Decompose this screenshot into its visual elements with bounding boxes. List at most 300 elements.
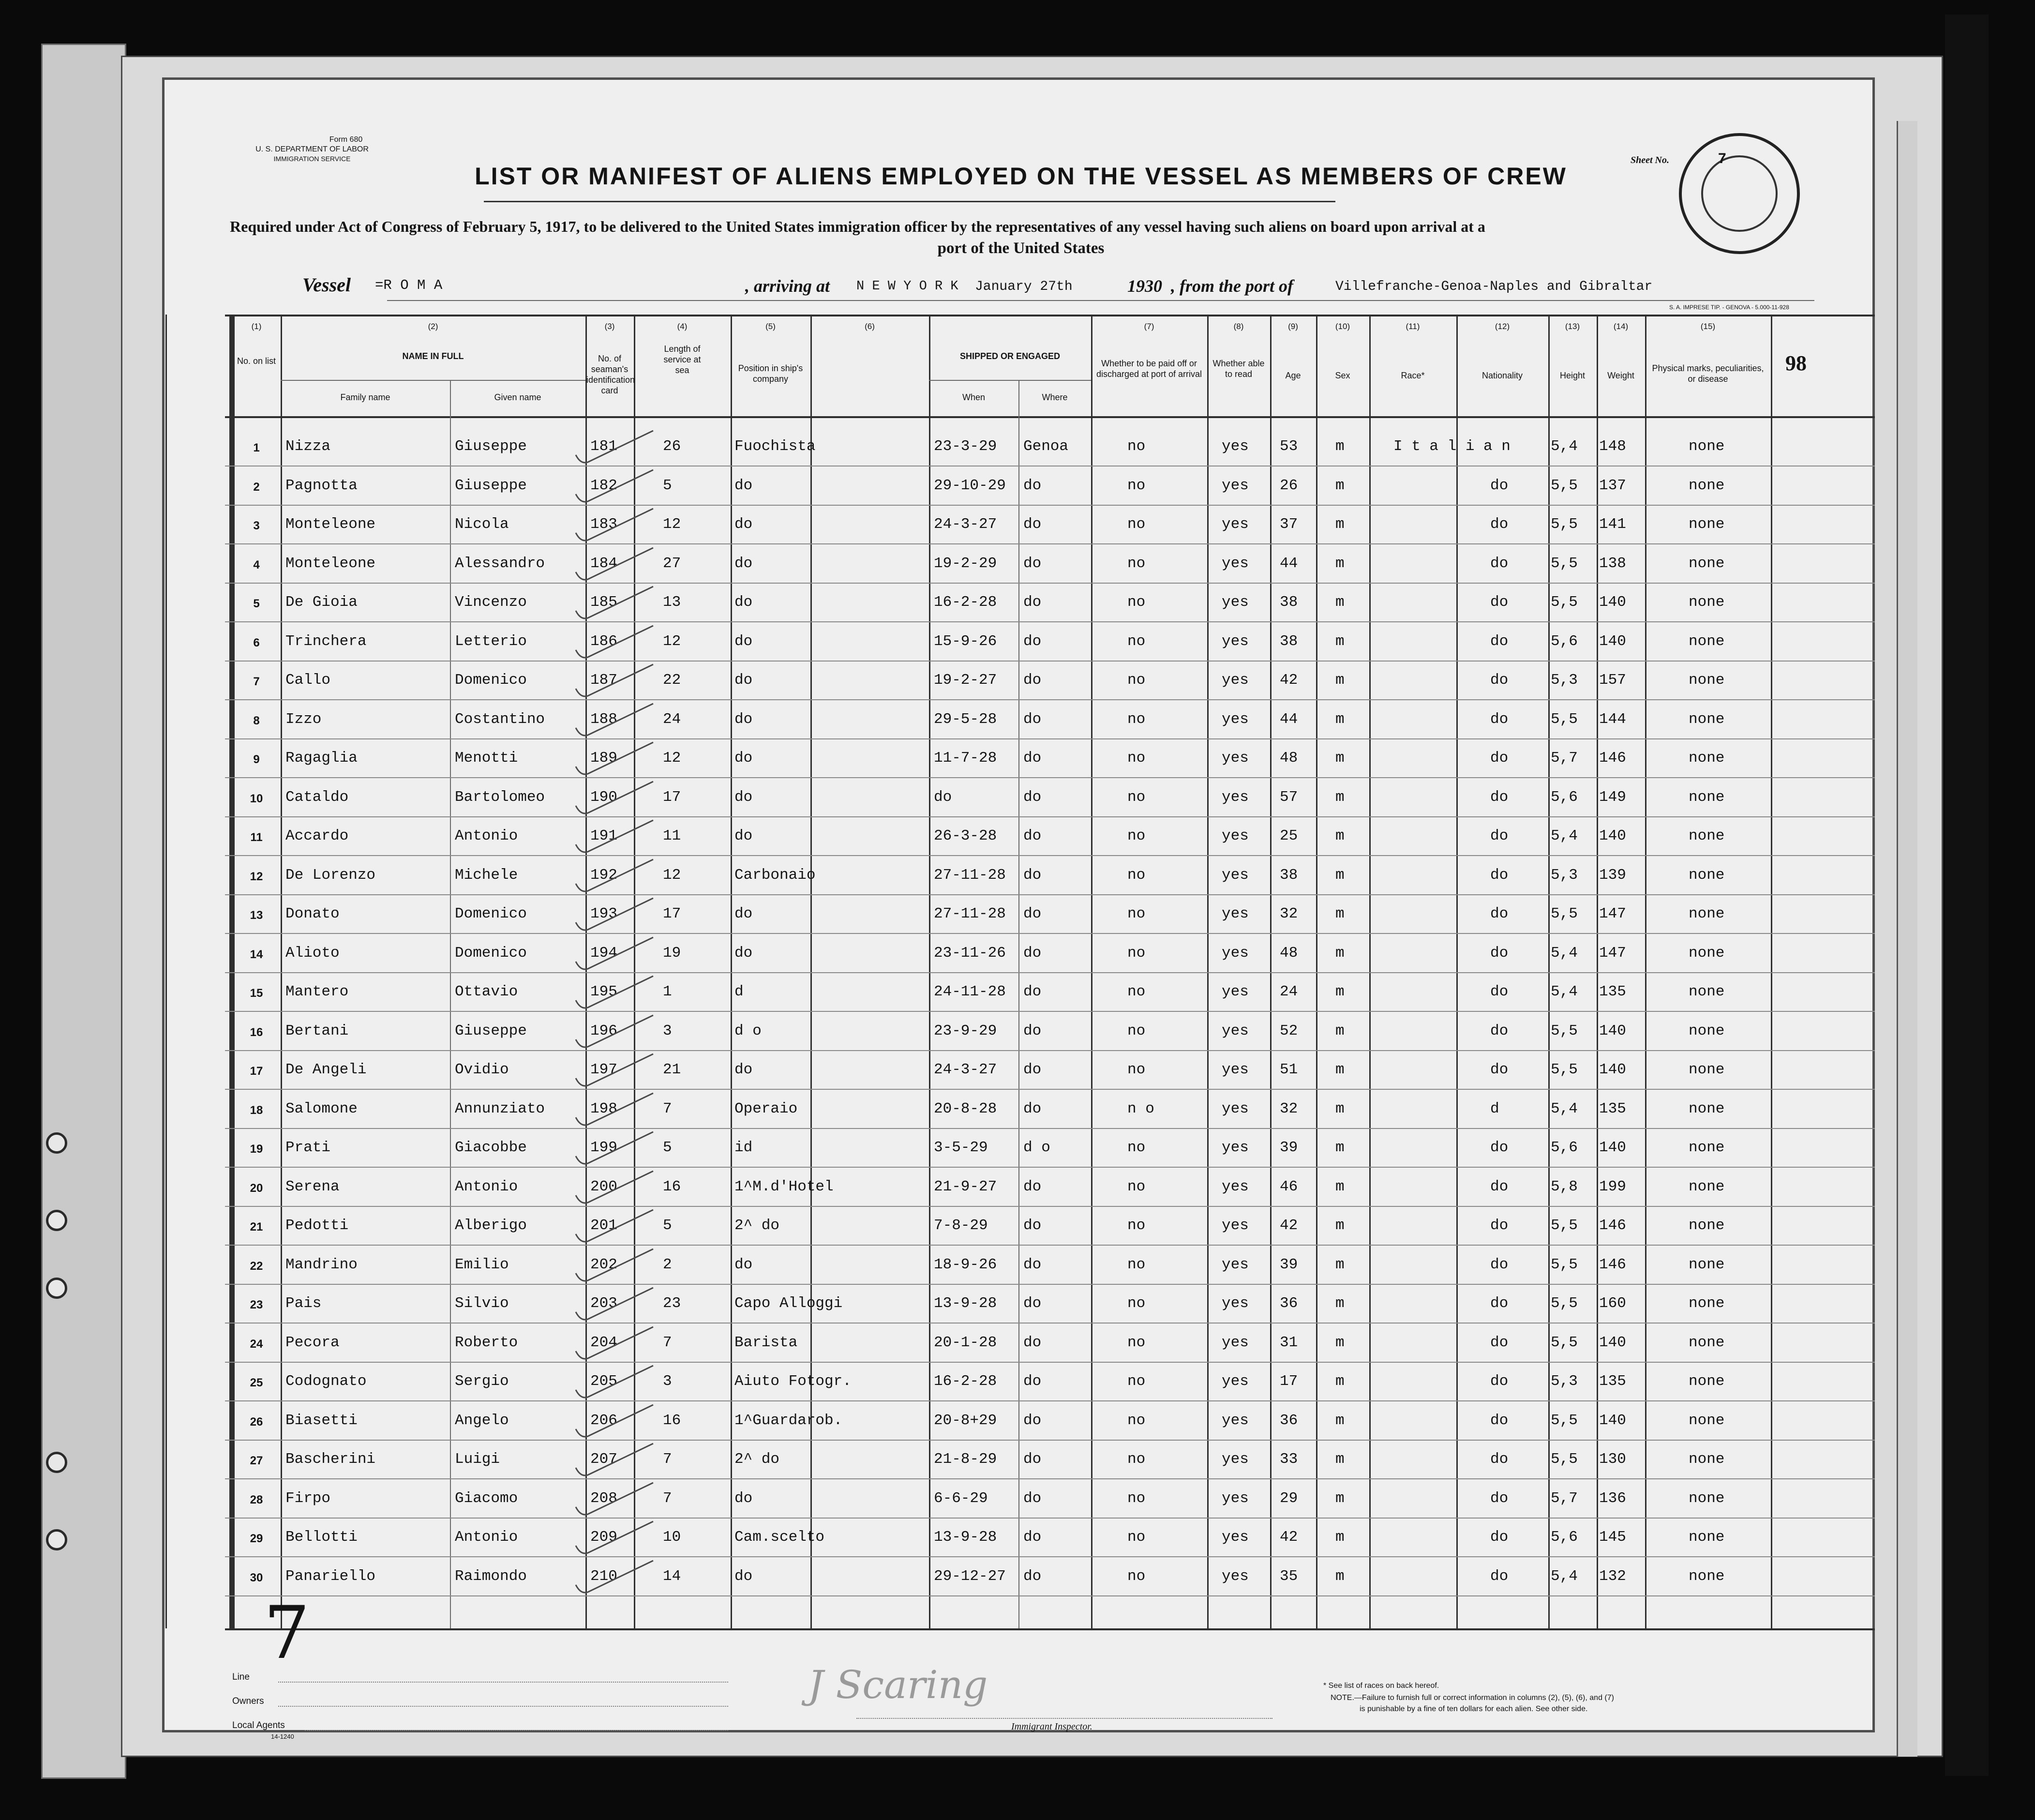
weight-cell: 135: [1599, 983, 1626, 1000]
shipped-where-cell: do: [1023, 632, 1042, 650]
given-name-cell: Antonio: [455, 827, 518, 844]
age-cell: 29: [1280, 1489, 1298, 1507]
given-name-cell: Domenico: [455, 672, 527, 689]
height-cell: 5,4: [1551, 944, 1578, 962]
weight-cell: 146: [1599, 1256, 1626, 1273]
col1-label: No. on list: [237, 356, 276, 366]
sex-cell: m: [1335, 477, 1345, 494]
service-name: IMMIGRATION SERVICE: [273, 155, 351, 163]
paid-off-cell: no: [1127, 1451, 1146, 1468]
col10-label: Sex: [1335, 371, 1350, 380]
weight-cell: 145: [1599, 1529, 1626, 1546]
position-cell: do: [734, 1061, 753, 1078]
shipped-when-cell: 19-2-29: [934, 555, 997, 572]
penalty-note: NOTE.—Failure to furnish full or correct information in columns (2), (5), (6), and (7): [1331, 1694, 1614, 1702]
id-card-cell: 190: [590, 788, 617, 806]
arriving-label: , arriving at: [745, 276, 830, 296]
weight-cell: 130: [1599, 1451, 1626, 1468]
col-divider: [1316, 315, 1317, 1628]
check-mark-icon: [571, 896, 658, 939]
row-rule: [225, 894, 1875, 895]
family-name-cell: De Lorenzo: [285, 866, 376, 884]
age-cell: 32: [1280, 905, 1298, 922]
col7-num: (7): [1144, 322, 1154, 331]
shipped-where-cell: do: [1023, 1451, 1042, 1468]
col-divider: [1091, 315, 1092, 1628]
col8-label: Whether able to read: [1212, 359, 1265, 379]
row-number: 9: [253, 753, 260, 766]
col9-num: (9): [1288, 322, 1298, 331]
weight-cell: 140: [1599, 1022, 1626, 1039]
col-divider: [1771, 315, 1772, 1628]
physical-marks-cell: none: [1689, 477, 1725, 494]
row-number: 6: [253, 636, 260, 649]
id-card-cell: 203: [590, 1295, 617, 1312]
family-name-cell: Accardo: [285, 827, 349, 844]
able-to-read-cell: yes: [1222, 1139, 1249, 1156]
row-rule: [225, 661, 1875, 662]
department: U. S. DEPARTMENT OF LABOR: [255, 145, 369, 153]
id-card-cell: 208: [590, 1489, 617, 1507]
service-length-cell: 12: [663, 866, 681, 884]
shipped-when-cell: 24-3-27: [934, 1061, 997, 1078]
physical-marks-cell: none: [1689, 1529, 1725, 1546]
id-card-cell: 206: [590, 1412, 617, 1429]
row-number: 5: [253, 597, 260, 610]
weight-cell: 140: [1599, 1139, 1626, 1156]
service-length-cell: 3: [663, 1022, 672, 1039]
paid-off-cell: no: [1127, 594, 1146, 611]
shipped-where-cell: do: [1023, 1217, 1042, 1234]
name-subheader-rule: [281, 380, 585, 381]
shipped-where-cell: do: [1023, 1178, 1042, 1195]
physical-marks-cell: none: [1689, 672, 1725, 689]
id-card-cell: 196: [590, 1022, 617, 1039]
id-card-cell: 191: [590, 827, 617, 844]
row-rule: [225, 933, 1875, 934]
age-cell: 36: [1280, 1412, 1298, 1429]
family-name-cell: Bertani: [285, 1022, 349, 1039]
able-to-read-cell: yes: [1222, 1217, 1249, 1234]
id-card-cell: 204: [590, 1334, 617, 1351]
service-length-cell: 7: [663, 1100, 672, 1117]
height-cell: 5,6: [1551, 788, 1578, 806]
check-mark-icon: [571, 1247, 658, 1290]
age-cell: 37: [1280, 516, 1298, 533]
position-cell: Capo Alloggi: [734, 1295, 843, 1312]
row-number: 19: [250, 1143, 263, 1156]
shipped-where-cell: do: [1023, 1256, 1042, 1273]
service-length-cell: 23: [663, 1295, 681, 1312]
shipped-when-cell: 16-2-28: [934, 594, 997, 611]
table-bottom-border: [225, 1628, 1875, 1630]
weight-cell: 199: [1599, 1178, 1626, 1195]
printer-mark: S. A. IMPRESE TIP. - GENOVA - 5.000-11-928: [1669, 304, 1789, 311]
able-to-read-cell: yes: [1222, 477, 1249, 494]
family-name-cell: Biasetti: [285, 1412, 358, 1429]
service-length-cell: 1: [663, 983, 672, 1000]
age-cell: 46: [1280, 1178, 1298, 1195]
age-cell: 39: [1280, 1256, 1298, 1273]
age-cell: 35: [1280, 1567, 1298, 1585]
id-card-cell: 199: [590, 1139, 617, 1156]
row-rule: [225, 972, 1875, 973]
col11-label: Race*: [1401, 371, 1425, 380]
family-name-cell: Firpo: [285, 1489, 331, 1507]
id-card-cell: 188: [590, 710, 617, 728]
col-subdivider: [450, 380, 451, 1628]
shipped-where-cell: do: [1023, 866, 1042, 884]
nationality-cell: do: [1490, 1295, 1509, 1312]
age-cell: 32: [1280, 1100, 1298, 1117]
shipped-when-cell: 29-5-28: [934, 710, 997, 728]
position-cell: do: [734, 594, 753, 611]
shipped-subheader-rule: [929, 380, 1091, 381]
family-name-cell: Pais: [285, 1295, 322, 1312]
height-cell: 5,3: [1551, 672, 1578, 689]
shipped-when-cell: 29-10-29: [934, 477, 1006, 494]
age-cell: 31: [1280, 1334, 1298, 1351]
family-name-cell: Monteleone: [285, 516, 376, 533]
shipped-when-cell: 24-3-27: [934, 516, 997, 533]
row-number: 11: [250, 831, 263, 844]
col11-num: (11): [1406, 322, 1420, 331]
col12-label: Nationality: [1481, 371, 1523, 380]
row-rule: [225, 777, 1875, 778]
id-card-cell: 186: [590, 632, 617, 650]
paid-off-cell: no: [1127, 632, 1146, 650]
family-name-cell: Bascherini: [285, 1451, 376, 1468]
weight-cell: 149: [1599, 788, 1626, 806]
row-number: 8: [253, 714, 260, 727]
physical-marks-cell: none: [1689, 438, 1725, 455]
given-name-cell: Angelo: [455, 1412, 509, 1429]
form-number: Form 680: [329, 135, 363, 144]
given-name-cell: Menotti: [455, 750, 518, 767]
position-cell: id: [734, 1139, 753, 1156]
row-rule: [225, 855, 1875, 856]
row-number: 25: [250, 1376, 263, 1389]
nationality-cell: do: [1490, 1567, 1509, 1585]
shipped-when-cell: 3-5-29: [934, 1139, 988, 1156]
row-number: 29: [250, 1532, 263, 1545]
given-name-cell: Michele: [455, 866, 518, 884]
given-name-cell: Giacobbe: [455, 1139, 527, 1156]
row-number: 20: [250, 1181, 263, 1195]
position-cell: do: [734, 944, 753, 962]
weight-cell: 141: [1599, 516, 1626, 533]
nationality-cell: do: [1490, 1061, 1509, 1078]
col-divider: [810, 315, 812, 1628]
col4-num: (4): [677, 322, 688, 331]
height-cell: 5,5: [1551, 1295, 1578, 1312]
shipped-when-cell: 29-12-27: [934, 1567, 1006, 1585]
row-rule: [225, 583, 1875, 584]
check-mark-icon: [571, 1013, 658, 1056]
given-name-cell: Nicola: [455, 516, 509, 533]
row-rule: [225, 699, 1875, 700]
row-rule: [225, 505, 1875, 506]
row-number: 24: [250, 1337, 263, 1351]
row-number: 21: [250, 1220, 263, 1233]
check-mark-icon: [571, 1129, 658, 1173]
family-name-cell: Pedotti: [285, 1217, 349, 1234]
col12-num: (12): [1495, 322, 1510, 331]
col-divider: [165, 315, 167, 1628]
position-cell: do: [734, 555, 753, 572]
position-cell: do: [734, 632, 753, 650]
family-name-cell: Cataldo: [285, 788, 349, 806]
able-to-read-cell: yes: [1222, 555, 1249, 572]
handwritten-count: 7: [264, 1591, 310, 1675]
nationality-cell: do: [1490, 750, 1509, 767]
col5-num: (5): [765, 322, 776, 331]
given-name-cell: Bartolomeo: [455, 788, 545, 806]
family-name-cell: Prati: [285, 1139, 331, 1156]
service-length-cell: 12: [663, 750, 681, 767]
given-name-cell: Domenico: [455, 905, 527, 922]
inspector-line: [856, 1718, 1272, 1719]
paid-off-cell: no: [1127, 866, 1146, 884]
col-divider: [929, 315, 930, 1628]
height-cell: 5,3: [1551, 1373, 1578, 1390]
given-name-cell: Giuseppe: [455, 477, 527, 494]
age-cell: 17: [1280, 1373, 1298, 1390]
height-cell: 5,5: [1551, 555, 1578, 572]
physical-marks-cell: none: [1689, 1022, 1725, 1039]
col-divider: [1597, 315, 1598, 1628]
shipped-when-cell: do: [934, 788, 952, 806]
shipped-where-cell: do: [1023, 1489, 1042, 1507]
shipped-where-cell: do: [1023, 1373, 1042, 1390]
weight-cell: 140: [1599, 1412, 1626, 1429]
col6-when: When: [962, 392, 986, 402]
nationality-cell: do: [1490, 983, 1509, 1000]
service-length-cell: 24: [663, 710, 681, 728]
family-name-cell: Trinchera: [285, 632, 367, 650]
given-name-cell: Giuseppe: [455, 438, 527, 455]
sex-cell: m: [1335, 1139, 1345, 1156]
line-field: [278, 1682, 728, 1683]
col13-label: Height: [1559, 371, 1586, 380]
id-card-cell: 209: [590, 1529, 617, 1546]
physical-marks-cell: none: [1689, 1334, 1725, 1351]
paid-off-cell: no: [1127, 555, 1146, 572]
required-note-2: port of the United States: [937, 240, 1105, 257]
id-card-cell: 192: [590, 866, 617, 884]
arrival-port: N E W Y O R K: [856, 279, 958, 294]
service-length-cell: 19: [663, 944, 681, 962]
arrival-date: January 27th: [975, 279, 1073, 294]
id-card-cell: 189: [590, 750, 617, 767]
col2-num: (2): [428, 322, 438, 331]
col-divider: [229, 315, 231, 1628]
sex-cell: m: [1335, 710, 1345, 728]
sex-cell: m: [1335, 944, 1345, 962]
family-name-cell: Donato: [285, 905, 340, 922]
row-number: 1: [253, 441, 260, 454]
nationality-cell: do: [1490, 594, 1509, 611]
row-rule: [225, 1245, 1875, 1246]
position-cell: Cam.scelto: [734, 1529, 825, 1546]
age-cell: 48: [1280, 944, 1298, 962]
paid-off-cell: no: [1127, 1022, 1146, 1039]
shipped-where-cell: do: [1023, 1295, 1042, 1312]
col10-num: (10): [1335, 322, 1350, 331]
height-cell: 5,6: [1551, 632, 1578, 650]
col3-label: No. of seaman's identification card: [586, 354, 635, 395]
nationality-cell: do: [1490, 866, 1509, 884]
table-header-border: [225, 416, 1875, 418]
service-length-cell: 17: [663, 788, 681, 806]
shipped-where-cell: Genoa: [1023, 438, 1069, 455]
able-to-read-cell: yes: [1222, 866, 1249, 884]
id-card-cell: 198: [590, 1100, 617, 1117]
able-to-read-cell: yes: [1222, 983, 1249, 1000]
sex-cell: m: [1335, 827, 1345, 844]
given-name-cell: Giacomo: [455, 1489, 518, 1507]
family-name-cell: Callo: [285, 672, 331, 689]
shipped-where-cell: do: [1023, 1567, 1042, 1585]
departure-port: Villefranche-Genoa-Naples and Gibraltar: [1335, 279, 1653, 294]
sex-cell: m: [1335, 1100, 1345, 1117]
id-card-cell: 207: [590, 1451, 617, 1468]
shipped-when-cell: 7-8-29: [934, 1217, 988, 1234]
able-to-read-cell: yes: [1222, 1451, 1249, 1468]
check-mark-icon: [571, 623, 658, 667]
line-label: Line: [232, 1672, 250, 1682]
col-divider: [1645, 315, 1646, 1628]
sex-cell: m: [1335, 1412, 1345, 1429]
age-cell: 51: [1280, 1061, 1298, 1078]
vessel-rule: [387, 300, 1814, 301]
height-cell: 5,5: [1551, 1217, 1578, 1234]
given-name-cell: Emilio: [455, 1256, 509, 1273]
able-to-read-cell: yes: [1222, 1489, 1249, 1507]
col2-label: NAME IN FULL: [402, 351, 464, 361]
service-length-cell: 2: [663, 1256, 672, 1273]
physical-marks-cell: none: [1689, 1256, 1725, 1273]
nationality-cell: do: [1490, 1256, 1509, 1273]
row-number: 17: [250, 1065, 263, 1078]
service-length-cell: 17: [663, 905, 681, 922]
able-to-read-cell: yes: [1222, 1295, 1249, 1312]
physical-marks-cell: none: [1689, 1100, 1725, 1117]
sex-cell: m: [1335, 632, 1345, 650]
paid-off-cell: no: [1127, 438, 1146, 455]
paid-off-cell: no: [1127, 750, 1146, 767]
col-divider: [731, 315, 732, 1628]
position-cell: do: [734, 516, 753, 533]
id-card-cell: 181: [590, 438, 617, 455]
position-cell: Aiuto Fotogr.: [734, 1373, 852, 1390]
position-cell: do: [734, 788, 753, 806]
given-name-cell: Antonio: [455, 1178, 518, 1195]
from-label: , from the port of: [1171, 276, 1294, 296]
position-cell: do: [734, 905, 753, 922]
row-number: 10: [250, 792, 263, 805]
able-to-read-cell: yes: [1222, 1373, 1249, 1390]
nationality-cell: do: [1490, 827, 1509, 844]
paid-off-cell: no: [1127, 1529, 1146, 1546]
shipped-where-cell: do: [1023, 1412, 1042, 1429]
col9-label: Age: [1285, 371, 1301, 380]
able-to-read-cell: yes: [1222, 1061, 1249, 1078]
sex-cell: m: [1335, 983, 1345, 1000]
service-length-cell: 26: [663, 438, 681, 455]
height-cell: 5,7: [1551, 750, 1578, 767]
family-name-cell: Pagnotta: [285, 477, 358, 494]
paid-off-cell: no: [1127, 477, 1146, 494]
shipped-where-cell: do: [1023, 1061, 1042, 1078]
check-mark-icon: [571, 1480, 658, 1524]
check-mark-icon: [571, 662, 658, 706]
position-cell: do: [734, 1256, 753, 1273]
col15-label: Physical marks, peculiarities, or disease: [1652, 363, 1764, 384]
physical-marks-cell: none: [1689, 866, 1725, 884]
physical-marks-cell: none: [1689, 944, 1725, 962]
row-number: 12: [250, 870, 263, 883]
row-rule: [225, 1284, 1875, 1285]
scan-edge: [1945, 15, 1989, 1776]
service-length-cell: 27: [663, 555, 681, 572]
check-mark-icon: [571, 974, 658, 1017]
id-card-cell: 182: [590, 477, 617, 494]
row-rule: [225, 1556, 1875, 1557]
shipped-where-cell: do: [1023, 750, 1042, 767]
nationality-cell: do: [1490, 710, 1509, 728]
id-card-cell: 183: [590, 516, 617, 533]
check-mark-icon: [571, 1091, 658, 1134]
position-cell: 2^ do: [734, 1217, 780, 1234]
able-to-read-cell: yes: [1222, 632, 1249, 650]
id-card-cell: 193: [590, 905, 617, 922]
weight-cell: 132: [1599, 1567, 1626, 1585]
shipped-where-cell: do: [1023, 516, 1042, 533]
col5-label: Position in ship's company: [738, 363, 803, 384]
height-cell: 5,7: [1551, 1489, 1578, 1507]
given-name-cell: Ovidio: [455, 1061, 509, 1078]
check-mark-icon: [571, 779, 658, 823]
able-to-read-cell: yes: [1222, 710, 1249, 728]
vessel-name: =R O M A: [375, 277, 443, 293]
height-cell: 5,5: [1551, 1412, 1578, 1429]
age-cell: 53: [1280, 438, 1298, 455]
col8-num: (8): [1233, 322, 1244, 331]
col-divider: [281, 315, 282, 1628]
shipped-where-cell: do: [1023, 710, 1042, 728]
service-length-cell: 10: [663, 1529, 681, 1546]
weight-cell: 135: [1599, 1373, 1626, 1390]
weight-cell: 157: [1599, 672, 1626, 689]
physical-marks-cell: none: [1689, 750, 1725, 767]
weight-cell: 146: [1599, 750, 1626, 767]
weight-cell: 160: [1599, 1295, 1626, 1312]
shipped-when-cell: 20-8+29: [934, 1412, 997, 1429]
family-name-cell: Pecora: [285, 1334, 340, 1351]
able-to-read-cell: yes: [1222, 516, 1249, 533]
row-number: 23: [250, 1298, 263, 1311]
owners-field: [278, 1706, 728, 1707]
physical-marks-cell: none: [1689, 1489, 1725, 1507]
nationality-cell: d: [1490, 1100, 1499, 1117]
back-sheet-edge: [1897, 121, 1917, 1757]
paid-off-cell: no: [1127, 1217, 1146, 1234]
physical-marks-cell: none: [1689, 905, 1725, 922]
age-cell: 42: [1280, 1217, 1298, 1234]
able-to-read-cell: yes: [1222, 1412, 1249, 1429]
paid-off-cell: no: [1127, 1412, 1146, 1429]
